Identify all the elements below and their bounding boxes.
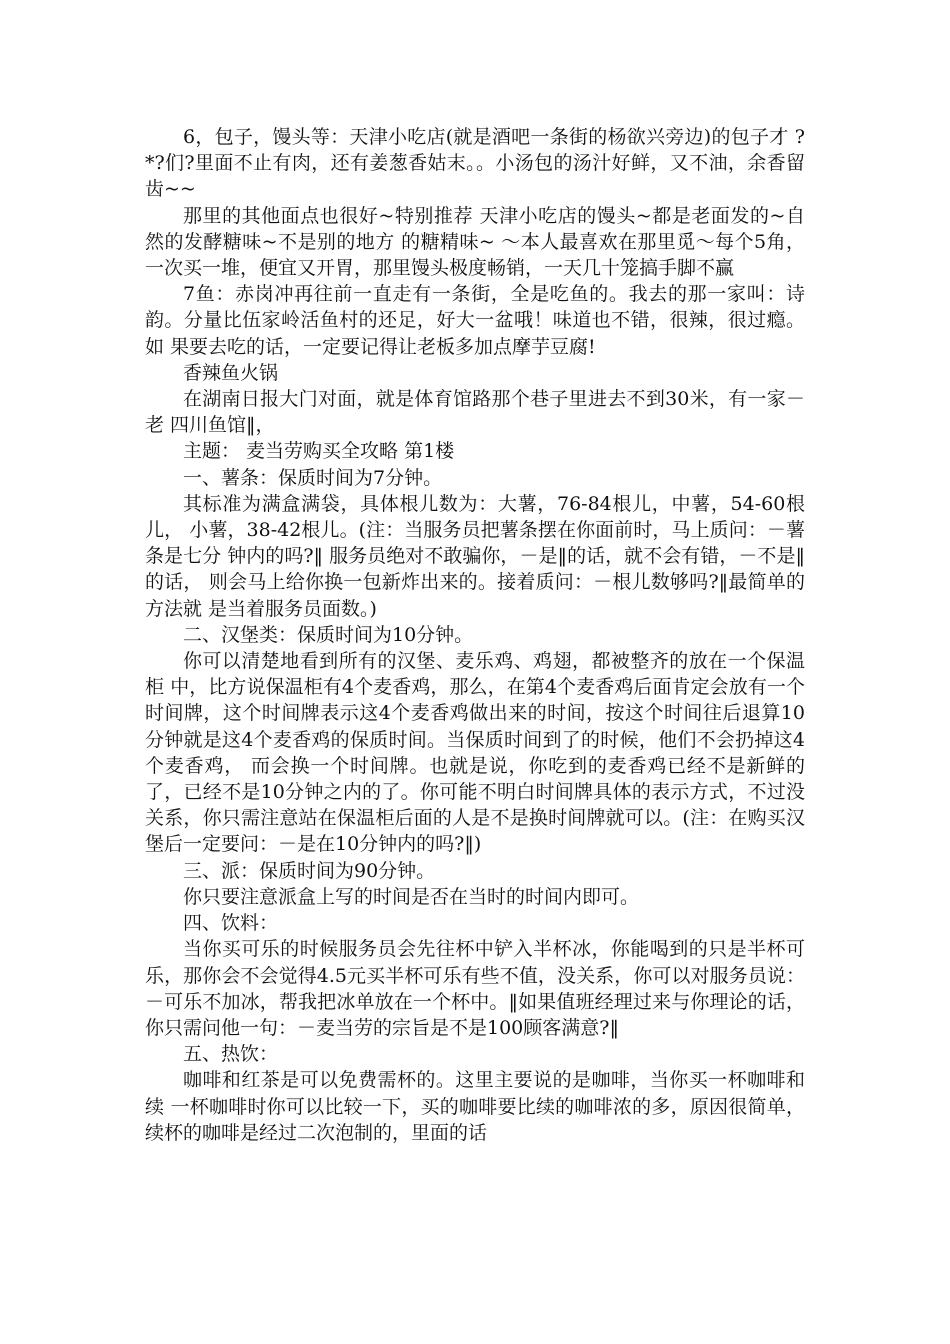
paragraph-mcd-topic: 主题： 麦当劳购买全攻略 第1楼	[183, 440, 455, 463]
heading-burgers: 二、汉堡类：保质时间为10分钟。	[183, 623, 474, 646]
heading-drinks: 四、饮料：	[183, 912, 279, 935]
heading-hot-drinks: 五、热饮：	[183, 1043, 279, 1066]
paragraph-fish: 7鱼：赤岗冲再往前一直走有一条街，全是吃鱼的。我去的那一家叫：诗 韵。分量比伍家岭活鱼村的还足，好大一盆哦！味道也不错，很辣，很过瘾。如 果要去吃的话，一定要记得让老板多加点摩芋豆腐!	[145, 283, 805, 358]
document-page	[145, 124, 805, 1146]
paragraph-hotpot-location: 在湖南日报大门对面，就是体育馆路那个巷子里进去不到30米，有一家－老 四川鱼馆‖，	[145, 388, 805, 437]
heading-pie: 三、派：保质时间为90分钟。	[183, 859, 436, 882]
paragraph-drinks: 当你买可乐的时候服务员会先往杯中铲入半杯冰，你能喝到的只是半杯可乐，那你会不会觉得4.5元买半杯可乐有些不值，没关系，你可以对服务员说：－可乐不加冰，帮我把冰单放在一个杯中。‖如果值班经理过来与你理论的话，你只需问他一句：－麦当劳的宗旨是不是100顾客满意?‖	[145, 938, 805, 1039]
heading-fries: 一、薯条：保质时间为7分钟。	[183, 466, 443, 489]
paragraph-burgers: 你可以清楚地看到所有的汉堡、麦乐鸡、鸡翅，都被整齐的放在一个保温柜 中，比方说保温柜有4个麦香鸡，那么，在第4个麦香鸡后面肯定会放有一个时间牌，这个时间牌表示这4个麦香鸡做出来的时间，按这个时间往后退算10分钟就是这4个麦香鸡的保质时间。当保质时间到了的时候，他们不会扔掉这4个麦香鸡， 而会换一个时间牌。也就是说，你吃到的麦香鸡已经不是新鲜的了，已经不是10分钟之内的了。你可能不明白时间牌具体的表示方式，不过没关系，你只需注意站在保温柜后面的人是不是换时间牌就可以。(注：在购买汉堡后一定要问：－是在10分钟内的吗?‖)	[145, 650, 805, 856]
paragraph-fries: 其标准为满盒满袋，具体根儿数为：大薯，76-84根儿，中薯，54-60根儿， 小薯，38-42根儿。(注：当服务员把薯条摆在你面前时，马上质问：－薯条是七分 钟内的吗?‖ 服务员绝对不敢骗你，－是‖的话，就不会有错，－不是‖的话， 则会马上给你换一包新炸出来的。接着质问：－根儿数够吗?‖最简单的方法就 是当着服务员面数。)	[145, 492, 805, 620]
paragraph-mantou: 那里的其他面点也很好~特别推荐 天津小吃店的馒头~都是老面发的~自然的发酵糖味~不是别的地方 的糖精味~ ～本人最喜欢在那里觅～每个5角，一次买一堆，便宜又开胃，那里馒头极度畅销，一天几十笼搞手脚不赢	[145, 204, 805, 280]
paragraph-baozi: 6，包子，馒头等：天津小吃店(就是酒吧一条街的杨欲兴旁边)的包子才 ?*?们?里面不止有肉，还有姜葱香姑末。。小汤包的汤汁好鲜，又不油，余香留齿~~	[145, 126, 805, 201]
paragraph-hot-drinks: 咖啡和红茶是可以免费需杯的。这里主要说的是咖啡，当你买一杯咖啡和续 一杯咖啡时你可以比较一下，买的咖啡要比续的咖啡浓的多，原因很简单，续杯的咖啡是经过二次泡制的，里面的话	[145, 1069, 805, 1144]
paragraph-hotpot-title: 香辣鱼火锅	[183, 361, 279, 384]
paragraph-pie: 你只要注意派盒上写的时间是否在当时的时间内即可。	[183, 885, 640, 908]
